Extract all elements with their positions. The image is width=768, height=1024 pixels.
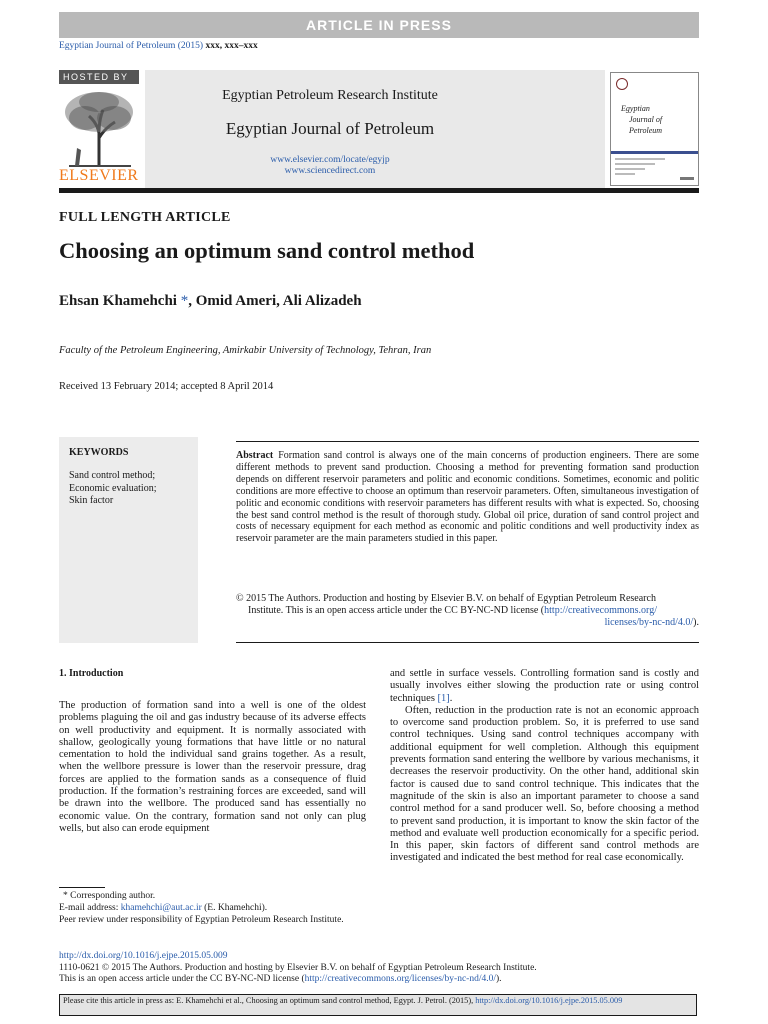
cover-title: Egyptian Journal of Petroleum [621,104,663,135]
cover-logo-icon [616,78,628,90]
intro-left-column: The production of formation sand into a well is one of the oldest problems plaguing the oil and gas industry because of its adverse effects on well productivity and equipment. It is normally associated with shallow, geologically young formations that have little or no natural cementation to hold the individual sand grains together. As a result, when the wellbore pressure is lower than the reservoir pressure, drag forces are applied to the formation sands as a consequence of fluid production. If the formation’s restraining forces are exceeded, sand will be drawn into the wellbore. The produced sand has essentially no economic value. On the contrary, formation sand not only can plug wells, but also can erode equipment [59,700,366,834]
footnote-rule [59,887,105,888]
issn-line: 1110-0621 © 2015 The Authors. Production and hosting by Elsevier B.V. on behalf of Egyptian Petroleum Research Institute. [59,962,537,973]
journal-citation: Egyptian Journal of Petroleum (2015) xxx, xxx–xxx [59,41,258,51]
abstract-copyright: © 2015 The Authors. Production and hosting by Elsevier B.V. on behalf of Egyptian Petroleum Research Institute. This is an open access article under the CC BY-NC-ND license (http://creativecommons.org/ licenses/by-nc-nd/4.0/). [236,593,699,628]
journal-cover-thumbnail [610,72,699,186]
abstract-text: Formation sand control is always one of the main concerns of production engineers. There are some different methods to prevent sand production. Choosing a method for preventing formation sand production depends on different reservoir parameters and politic and economic conditions. Sometimes, economic and politic conditions are more effective to choose an optimum than reservoir parameters. Often, simultaneous investigation of politic and economic conditions with reservoir parameters has different results with what is expected. So, choosing the best sand control method is the result of thorough study. Global oil price, duration of sand control project and costs of necessary equipment for each method as economic and politic conditions and well productivity index as reservoir parameter are the main parameters studied in this paper. [236,450,699,545]
cover-tag [680,177,694,180]
section-heading-introduction: 1. Introduction [59,668,124,679]
received-dates: Received 13 February 2014; accepted 8 April 2014 [59,381,274,392]
cover-rule [611,151,698,154]
journal-header [59,70,699,188]
journal-url-sciencedirect[interactable]: www.sciencedirect.com [284,166,376,176]
journal-url-elsevier[interactable]: www.elsevier.com/locate/egyjp [270,155,390,165]
keyword-item: Economic evaluation; [69,482,157,494]
journal-name: Egyptian Journal of Petroleum [225,119,435,138]
author-email-link[interactable]: khamehchi@aut.ac.ir [120,902,202,913]
intro-right-column: and settle in surface vessels. Controlling formation sand is costly and usually involves either slowing the production rate or using control techniques [1]. Often, reduction in the production rate is not an economic approach to overcome sand production problem. So, it is preferred to use sand control techniques. Using sand control techniques accompany with additional equipment for well completion. Although this equipment prevents formation sand entering the wellbore by various mechanisms, it decreases the reservoir productivity. On the other hand, additional skin factor is caused due to sand control technique. This indicates that the magnitude of the skin is also an important parameter to choose a sand control method for a sand producer well. So, before choosing a method to prevent sand production, it is important to know the skin factor of the method and evaluate well production economically for a specific period. In this paper, skin factors of different sand control methods are investigated and indicated the best method for real case economically. [390,668,699,864]
please-cite-doi-link[interactable]: http://dx.doi.org/10.1016/j.ejpe.2015.05.009 [475,996,623,1005]
keyword-item: Sand control method; [69,470,156,481]
keyword-item: Skin factor [69,495,114,506]
doi-link[interactable]: http://dx.doi.org/10.1016/j.ejpe.2015.05.009 [59,951,228,961]
elsevier-tree-logo [59,88,141,168]
author-list: Ehsan Khamehchi *, Omid Ameri, Ali Alizadeh [59,293,362,309]
hosted-by-label: HOSTED BY [59,70,139,84]
article-in-press-banner: ARTICLE IN PRESS [59,12,699,38]
corresponding-author-mark[interactable]: * [176,293,189,309]
footnotes: * Corresponding author. E-mail address: khamehchi@aut.ac.ir (E. Khamehchi). Peer review under responsibility of Egyptian Petroleum Research Institute. [59,891,344,925]
affiliation: Faculty of the Petroleum Engineering, Amirkabir University of Technology, Tehran, Iran [59,345,432,356]
bottom-info [59,951,699,986]
keywords-heading: KEYWORDS [69,447,129,458]
header-divider [59,188,699,193]
institute-name: Egyptian Petroleum Research Institute [222,88,438,103]
please-cite-box: Please cite this article in press as: E. Khamehchi et al., Choosing an optimum sand control method, Egypt. J. Petrol. (2015), http://dx.doi.org/10.1016/j.ejpe.2015.05.009 [59,994,697,1016]
keywords-box [59,437,198,643]
license-link[interactable]: http://creativecommons.org/ [544,604,657,616]
article-type: FULL LENGTH ARTICLE [59,210,231,225]
keywords-list [69,470,156,508]
abstract-bottom-rule [236,642,699,643]
abstract [236,450,699,545]
license-link-cont[interactable]: licenses/by-nc-nd/4.0/ [604,616,694,628]
open-access-line: This is an open access article under the CC BY-NC-ND license (http://creativecommons.org/licenses/by-nc-nd/4.0/). [59,974,502,984]
abstract-top-rule [236,441,699,442]
oa-license-link[interactable]: http://creativecommons.org/licenses/by-nc-nd/4.0/ [304,974,496,984]
cover-text-lines [615,158,665,178]
reference-link[interactable]: [1] [437,692,450,704]
article-title: Choosing an optimum sand control method [59,238,475,263]
abstract-label: Abstract [236,450,274,461]
elsevier-wordmark: ELSEVIER [59,167,139,184]
